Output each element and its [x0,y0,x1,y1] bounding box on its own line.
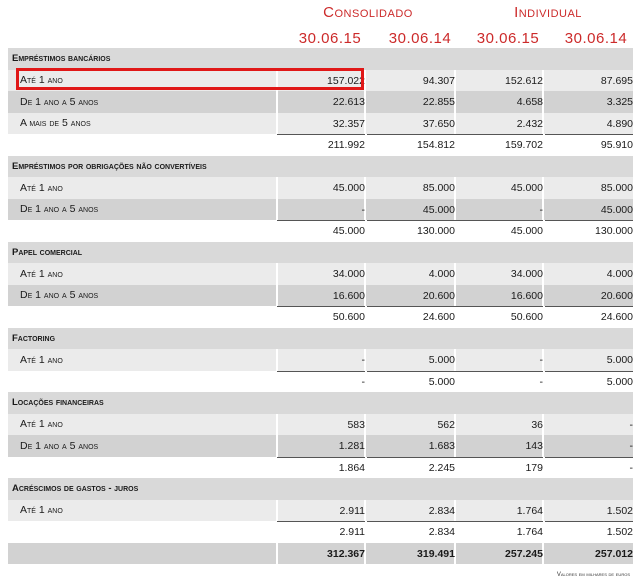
column-separator [454,242,456,264]
column-separator [276,242,278,264]
column-separator [364,242,366,264]
column-separator [364,328,366,350]
table-row [8,349,633,371]
value-cell: 2.911 [277,521,365,543]
value-cell: 157.022 [327,74,365,87]
value-cell: 32.357 [332,117,365,130]
value-cell: 3.325 [606,96,633,108]
value-cell: 50.600 [277,306,365,328]
value-cell: 159.702 [455,134,543,156]
row-label: De 1 ano a 5 anos [20,95,99,108]
column-separator [364,478,366,500]
header-date-2: 30.06.14 [388,30,452,47]
value-cell: 4.658 [516,96,543,108]
value-cell: 16.600 [510,289,543,302]
value-cell: 4.000 [606,268,633,280]
value-cell: 24.600 [367,306,455,328]
section-header [8,156,633,178]
row-label: De 1 ano a 5 anos [20,203,99,216]
value-cell: 1.764 [516,504,543,517]
subtotal-row [8,220,633,242]
value-cell: 143 [525,440,543,452]
value-cell: 50.600 [455,306,543,328]
value-cell: 179 [455,457,543,479]
value-cell: - [361,203,365,216]
subtotal-row [8,457,633,479]
value-cell: 5.000 [367,371,455,393]
value-cell: 1.502 [545,521,633,543]
value-cell: 130.000 [545,220,633,242]
value-cell: 5.000 [545,371,633,393]
section-header [8,48,633,70]
value-cell: - [361,354,365,366]
column-separator [454,392,456,414]
value-cell: - [277,371,365,393]
subtotal-row [8,134,633,156]
value-cell: 5.000 [606,354,633,366]
value-cell: 152.612 [505,74,543,87]
row-label: A mais de 5 anos [20,117,91,130]
row-label: Até 1 ano [20,181,63,194]
section-header [8,242,633,264]
column-separator [542,328,544,350]
value-cell: 1.764 [455,521,543,543]
column-separator [276,478,278,500]
value-cell: 20.600 [600,289,633,302]
value-cell: 2.834 [428,504,455,517]
value-cell: 34.000 [510,268,543,280]
value-cell: 1.864 [277,457,365,479]
column-separator [542,156,544,178]
subtotal-row [8,306,633,328]
row-label: Acréscimos de gastos - juros [12,483,139,495]
value-cell: - [629,418,633,431]
value-cell: 319.491 [417,547,455,560]
row-label: Empréstimos bancários [12,53,111,65]
value-cell: 4.890 [606,117,633,130]
subtotal-row [8,521,633,543]
value-cell: 45.000 [510,182,543,194]
value-cell: 20.600 [422,289,455,302]
row-label: De 1 ano a 5 anos [20,439,99,452]
value-cell: 211.992 [277,134,365,156]
column-separator [276,48,278,70]
value-cell: 45.000 [600,203,633,216]
table-row [8,177,633,199]
row-label: Até 1 ano [20,504,63,517]
value-cell: - [539,203,543,216]
table-row [8,113,633,135]
table-row [8,263,633,285]
row-label: Até 1 ano [20,267,63,280]
column-separator [542,392,544,414]
header-group-individual: Individual [514,4,582,21]
value-cell: 94.307 [422,74,455,87]
table-row [8,435,633,457]
value-cell: 2.834 [367,521,455,543]
value-cell: 36 [531,418,543,431]
value-cell: 45.000 [277,220,365,242]
column-separator [454,478,456,500]
header-date-4: 30.06.14 [564,30,628,47]
value-cell: - [545,457,633,479]
table-row [8,500,633,522]
value-cell: 130.000 [367,220,455,242]
highlight-box [16,68,364,90]
column-separator [454,328,456,350]
section-header [8,328,633,350]
value-cell: 37.650 [422,117,455,130]
value-cell: 34.000 [332,268,365,280]
table-row [8,91,633,113]
value-cell: 95.910 [545,134,633,156]
value-cell: 562 [437,418,455,431]
row-label: Empréstimos por obrigações não convertíveis [12,160,207,172]
row-label: Até 1 ano [20,353,63,366]
footnote: Valores em milhares de euros [556,572,630,578]
column-separator [276,392,278,414]
header-date-3: 30.06.15 [476,30,540,47]
value-cell: 22.855 [422,96,455,108]
section-header [8,392,633,414]
column-separator [454,48,456,70]
value-cell: 1.281 [338,440,365,452]
column-separator [364,48,366,70]
value-cell: 4.000 [428,268,455,280]
column-separator [364,156,366,178]
value-cell: 45.000 [422,203,455,216]
value-cell: 257.012 [595,547,633,560]
value-cell: 85.000 [422,182,455,194]
column-separator [364,392,366,414]
column-separator [276,328,278,350]
value-cell: 2.245 [367,457,455,479]
value-cell: 24.600 [545,306,633,328]
column-separator [542,242,544,264]
value-cell: - [629,440,633,452]
section-header [8,478,633,500]
row-label: Papel comercial [12,246,83,258]
value-cell: 2.911 [339,504,365,517]
value-cell: 16.600 [332,289,365,302]
value-cell: 583 [347,418,365,431]
value-cell: 2.432 [516,117,543,130]
table-row [8,414,633,436]
column-separator [542,478,544,500]
value-cell: 257.245 [505,547,543,560]
row-label: Factoring [12,332,56,344]
subtotal-row [8,371,633,393]
header-group-consolidado: Consolidado [323,4,413,21]
value-cell: 1.502 [606,504,633,517]
value-cell: 45.000 [455,220,543,242]
row-label: Locações financeiras [12,397,104,409]
row-label: Até 1 ano [20,418,63,431]
row-label: De 1 ano a 5 anos [20,289,99,302]
value-cell: - [455,371,543,393]
grand-total-row [8,543,633,565]
value-cell: 312.367 [327,547,365,560]
column-separator [542,48,544,70]
header-date-1: 30.06.15 [298,30,362,47]
column-separator [454,156,456,178]
value-cell: 45.000 [332,182,365,194]
value-cell: 22.613 [332,96,365,108]
table-row [8,285,633,307]
column-separator [276,156,278,178]
value-cell: - [539,354,543,366]
loans-table [8,48,633,564]
row-label: Até 1 ano [20,74,63,87]
value-cell: 154.812 [367,134,455,156]
value-cell: 87.695 [600,74,633,87]
value-cell: 85.000 [600,182,633,194]
value-cell: 1.683 [428,440,455,452]
value-cell: 5.000 [428,354,455,366]
table-row [8,199,633,221]
